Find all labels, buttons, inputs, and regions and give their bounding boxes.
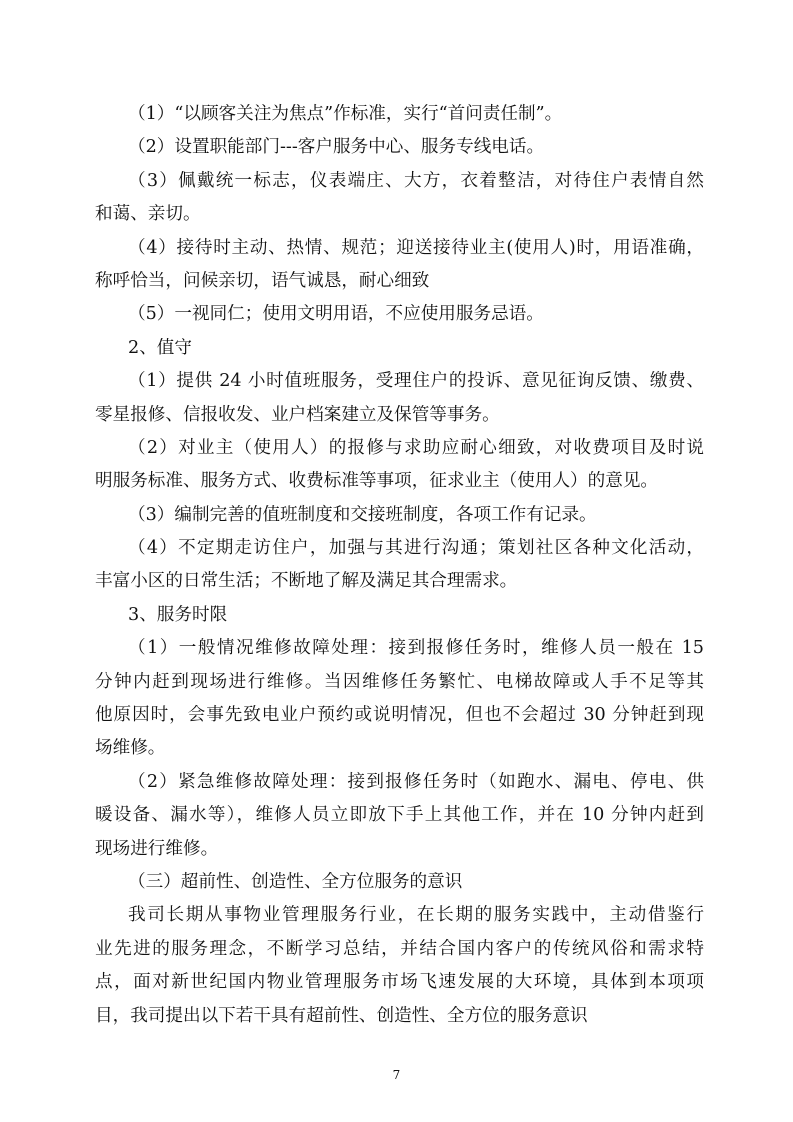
paragraph xyxy=(95,866,704,899)
paragraph xyxy=(95,298,704,331)
text-line: （3）佩戴统一标志，仪表端庄、大方，衣着整洁，对待住户表情自然 xyxy=(128,170,704,191)
text-line: 明服务标准、服务方式、收费标准等事项，征求业主（使用人）的意见。 xyxy=(95,471,659,492)
paragraph xyxy=(95,599,704,632)
paragraph xyxy=(95,365,704,432)
paragraph xyxy=(95,499,704,532)
paragraph xyxy=(95,165,704,232)
text-line: （1）“以顾客关注为焦点”作标准，实行“首问责任制”。 xyxy=(128,104,563,124)
text-line: 目，我司提出以下若干具有超前性、创造性、全方位的服务意识 xyxy=(95,1005,588,1026)
text-line: 暖设备、漏水等），维修人员立即放下手上其他工作，并在 10 分钟内赶到 xyxy=(95,805,704,826)
text-line: 零星报修、信报收发、业户档案建立及保管等事务。 xyxy=(95,404,500,425)
text-line: 和蔼、亲切。 xyxy=(95,204,201,225)
paragraph xyxy=(95,766,704,866)
text-line: 称呼恰当，问候亲切，语气诚恳，耐心细致 xyxy=(95,270,430,291)
text-line: 3、服务时限 xyxy=(128,604,228,625)
paragraph xyxy=(95,131,704,164)
text-line: （4）不定期走访住户，加强与其进行沟通；策划社区各种文化活动， xyxy=(128,538,704,559)
document-body xyxy=(95,98,704,1033)
paragraph xyxy=(95,532,704,599)
text-line: 他原因时，会事先致电业户预约或说明情况，但也不会超过 30 分钟赶到现 xyxy=(95,705,704,726)
text-line: 丰富小区的日常生活；不断地了解及满足其合理需求。 xyxy=(95,571,518,592)
text-line: 场维修。 xyxy=(95,738,166,759)
text-line: 点，面对新世纪国内物业管理服务市场飞速发展的大环境，具体到本项项 xyxy=(95,972,704,993)
text-line: 2、值守 xyxy=(128,337,192,358)
text-line: 我司长期从事物业管理服务行业，在长期的服务实践中，主动借鉴行 xyxy=(128,905,704,926)
paragraph xyxy=(95,432,704,499)
paragraph xyxy=(95,98,704,131)
text-line: （1）一般情况维修故障处理：接到报修任务时，维修人员一般在 15 xyxy=(128,638,704,659)
text-line: 业先进的服务理念，不断学习总结，并结合国内客户的传统风俗和需求特 xyxy=(95,938,704,959)
text-line: 分钟内赶到现场进行维修。当因维修任务繁忙、电梯故障或人手不足等其 xyxy=(95,671,704,692)
paragraph xyxy=(95,332,704,365)
page-number: 7 xyxy=(392,1068,401,1082)
paragraph xyxy=(95,232,704,299)
text-line: （3）编制完善的值班制度和交接班制度，各项工作有记录。 xyxy=(128,504,597,525)
paragraph xyxy=(95,899,704,1033)
text-line: （2）对业主（使用人）的报修与求助应耐心细致，对收费项目及时说 xyxy=(128,437,704,458)
text-line: （三）超前性、创造性、全方位服务的意识 xyxy=(128,871,463,892)
text-line: 现场进行维修。 xyxy=(95,838,219,859)
text-line: （4）接待时主动、热情、规范；迎送接待业主(使用人)时，用语准确， xyxy=(128,237,704,258)
text-line: （2）设置职能部门---客户服务中心、服务专线电话。 xyxy=(128,137,545,158)
paragraph xyxy=(95,632,704,766)
text-line: （2）紧急维修故障处理：接到报修任务时（如跑水、漏电、停电、供 xyxy=(128,771,704,792)
text-line: （1）提供 24 小时值班服务，受理住户的投诉、意见征询反馈、缴费、 xyxy=(128,371,704,392)
text-line: （5）一视同仁；使用文明用语，不应使用服务忌语。 xyxy=(128,304,544,325)
